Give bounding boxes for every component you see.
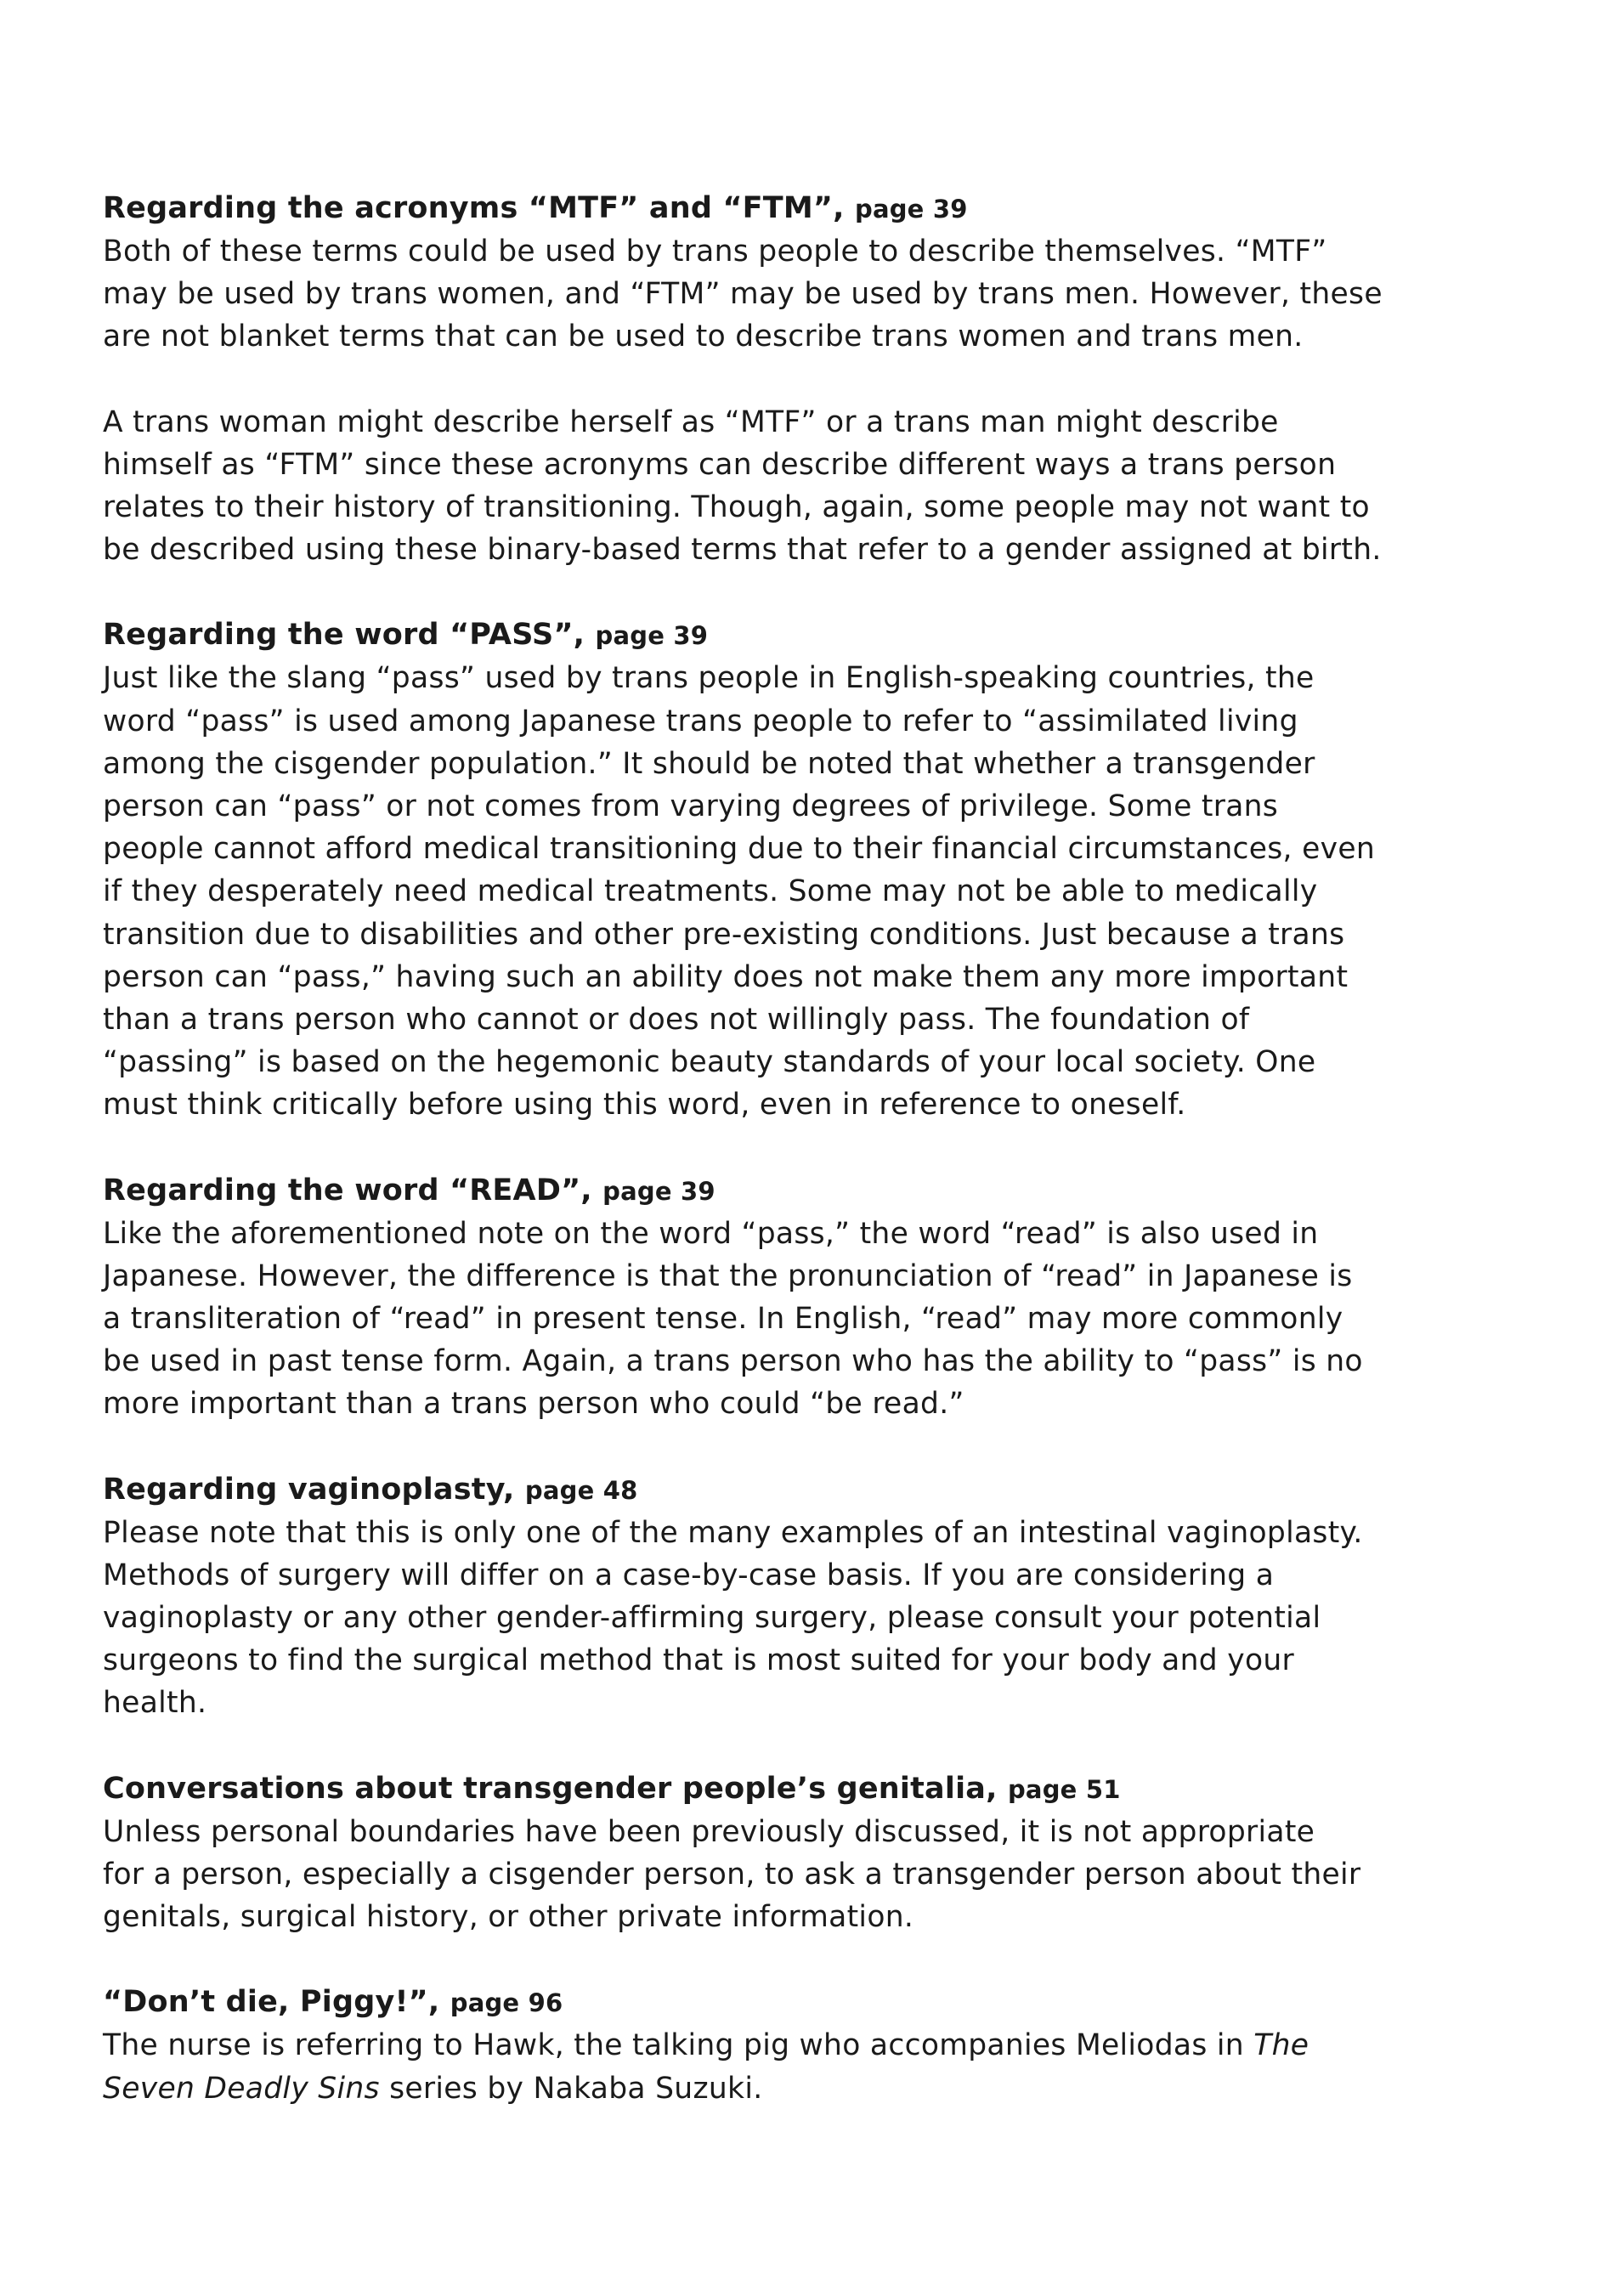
note-line: people cannot afford medical transitioning due to their financial circumstances, even [103,832,1376,867]
note-line: surgeons to find the surgical method that is most suited for your body and your [103,1643,1295,1678]
note-paragraph [103,1213,1496,1426]
note-line: genitals, surgical history, or other private information. [103,1900,914,1935]
note-line: vaginoplasty or any other gender-affirming surgery, please consult your potential [103,1601,1321,1636]
note-line: are not blanket terms that can be used to describe trans women and trans men. [103,320,1304,354]
note-paragraph [103,401,1496,572]
note-heading [103,187,1496,230]
note-block [103,614,1496,1126]
note-line: may be used by trans women, and “FTM” may be used by trans men. However, these [103,277,1383,312]
note-line: person can “pass” or not comes from varying degrees of privilege. Some trans [103,789,1279,824]
note-text: series by Nakaba Suzuki. [389,2071,763,2106]
note-line: Both of these terms could be used by trans people to describe themselves. “MTF” [103,235,1327,269]
note-line [103,2067,1496,2110]
note-line: must think critically before using this word, even in reference to oneself. [103,1088,1186,1123]
note-line: himself as “FTM” since these acronyms can describe different ways a trans person [103,447,1337,482]
note-line: be used in past tense form. Again, a trans person who has the ability to “pass” is no [103,1344,1363,1379]
note-line: word “pass” is used among Japanese trans people to refer to “assimilated living [103,704,1298,738]
note-text: The nurse is referring to Hawk, the talking pig who accompanies Meliodas in [103,2028,1244,2063]
note-heading [103,614,1496,657]
note-line: person can “pass,” having such an ability does not make them any more important [103,959,1349,994]
note-heading-text: Regarding the acronyms “MTF” and “FTM”, [103,191,845,225]
note-paragraph [103,2024,1496,2109]
note-line: Unless personal boundaries have been previously discussed, it is not appropriate [103,1814,1315,1849]
note-line: “passing” is based on the hegemonic beauty standards of your local society. One [103,1045,1316,1080]
note-page-ref: page 48 [524,1475,638,1505]
note-line: more important than a trans person who could “be read.” [103,1387,964,1422]
note-heading-text: Regarding vaginoplasty, [103,1472,515,1507]
note-line: relates to their history of transitioning. Though, again, some people may not want to [103,490,1370,525]
note-heading-text: Conversations about transgender people’s genitalia, [103,1771,998,1806]
note-line: Japanese. However, the difference is that the pronunciation of “read” in Japanese is [103,1258,1353,1293]
note-heading [103,1981,1496,2024]
note-paragraph [103,1811,1496,1939]
note-page-ref: page 39 [595,621,709,651]
note-page-ref: page 39 [854,195,968,223]
note-paragraph [103,1512,1496,1725]
note-heading [103,1169,1496,1213]
series-title-end: Seven Deadly Sins [103,2071,380,2106]
note-line [103,2024,1496,2067]
note-line: Just like the slang “pass” used by trans people in English-speaking countries, the [103,661,1315,696]
note-line: Like the aforementioned note on the word “pass,” the word “read” is also used in [103,1216,1319,1251]
note-heading-text: Regarding the word “PASS”, [103,618,585,653]
note-line: Please note that this is only one of the many examples of an intestinal vaginoplasty. [103,1515,1363,1550]
note-line: transition due to disabilities and other pre-existing conditions. Just because a trans [103,917,1345,952]
note-line: for a person, especially a cisgender person, to ask a transgender person about their [103,1857,1361,1892]
note-line: A trans woman might describe herself as “MTF” or a trans man might describe [103,404,1279,439]
note-line: than a trans person who cannot or does not willingly pass. The foundation of [103,1003,1250,1038]
note-page-ref: page 39 [602,1176,716,1206]
note-block [103,1169,1496,1426]
note-block [103,1767,1496,1939]
note-paragraph [103,657,1496,1126]
note-line: among the cisgender population.” It should be noted that whether a transgender [103,746,1315,781]
note-heading [103,1767,1496,1811]
note-page-ref: page 51 [1007,1774,1121,1804]
note-heading-text: “Don’t die, Piggy!”, [103,1985,440,2020]
note-line: be described using these binary-based terms that refer to a gender assigned at birth. [103,533,1382,568]
note-line: a transliteration of “read” in present tense. In English, “read” may more commonly [103,1302,1343,1337]
note-block [103,1468,1496,1725]
note-line: Methods of surgery will differ on a case-by-case basis. If you are considering a [103,1558,1275,1592]
note-paragraph [103,230,1496,359]
note-heading [103,1468,1496,1512]
note-heading-text: Regarding the word “READ”, [103,1173,592,1207]
notes-list [103,187,1496,1938]
note-line: health. [103,1686,207,1721]
note-page-ref: page 96 [450,1988,563,2018]
note-dont-die-piggy [103,1981,1496,2109]
document-page [103,187,1496,2152]
note-block [103,187,1496,571]
note-line: if they desperately need medical treatments. Some may not be able to medically [103,874,1318,909]
series-title-start: The [1253,2028,1309,2063]
